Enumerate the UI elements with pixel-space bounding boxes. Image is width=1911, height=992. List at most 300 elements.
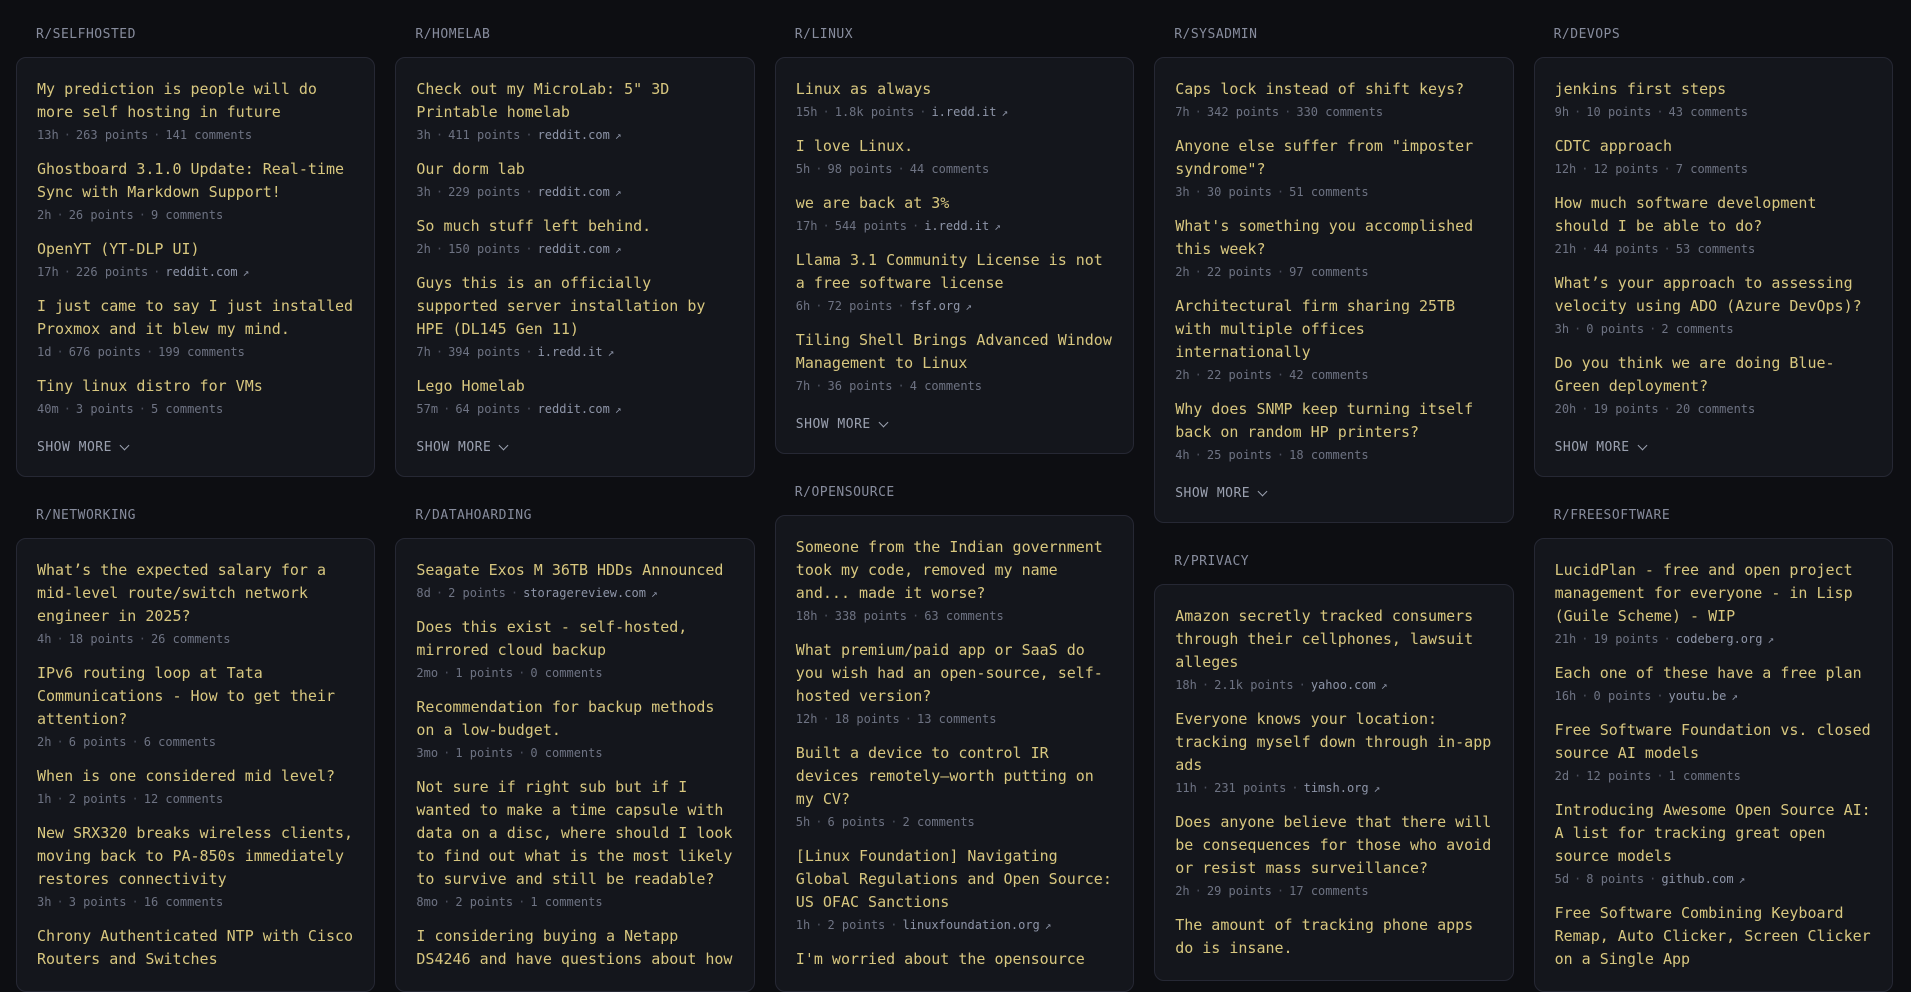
- post-comments: 63 comments: [924, 609, 1004, 623]
- post-domain-link[interactable]: github.com: [1661, 872, 1734, 886]
- subreddit-header: R/DATAHOARDING: [415, 508, 532, 523]
- post-comments: 9 comments: [150, 208, 224, 222]
- subreddit-section: [395, 26, 754, 477]
- post-points: 18 points: [68, 632, 134, 646]
- meta-separator: ·: [435, 586, 444, 600]
- post-domain-link[interactable]: i.redd.it: [537, 345, 603, 359]
- external-link-icon: ↗: [1001, 106, 1009, 119]
- post-time: 17h: [795, 219, 818, 233]
- external-link-icon: ↗: [1767, 633, 1775, 646]
- meta-separator: ·: [897, 162, 905, 176]
- post-comments: 7 comments: [1675, 162, 1749, 176]
- meta-separator: ·: [525, 128, 533, 142]
- post-title-link[interactable]: What’s your approach to assessing velocity using ADO (Azure DevOps)?: [1554, 274, 1862, 315]
- meta-separator: ·: [1581, 632, 1589, 646]
- post-time: 2h: [37, 735, 52, 749]
- post-domain-link[interactable]: i.redd.it: [931, 105, 997, 119]
- show-more-button[interactable]: [416, 439, 507, 456]
- post-title-link[interactable]: Does this exist - self-hosted, mirrored cloud backup: [416, 618, 688, 659]
- meta-separator: ·: [1656, 689, 1664, 703]
- meta-separator: ·: [1581, 402, 1589, 416]
- post-title-link[interactable]: The amount of tracking phone apps do is insane.: [1175, 916, 1474, 957]
- meta-separator: ·: [525, 345, 533, 359]
- post-title-link[interactable]: What's something you accomplished this week?: [1175, 217, 1474, 258]
- post-title-link[interactable]: My prediction is people will do more self hosting in future: [37, 80, 317, 121]
- post-title-link[interactable]: What premium/paid app or SaaS do you wish had an open-source, self-hosted version?: [795, 641, 1103, 705]
- post-points: 6 points: [827, 815, 886, 829]
- post-points: 10 points: [1586, 105, 1652, 119]
- post-title-link[interactable]: I considering buying a Netapp DS4246 and have questions about how: [416, 927, 733, 968]
- post-comments: 44 comments: [909, 162, 990, 176]
- post-time: 4h: [1175, 448, 1190, 462]
- post-time: 6h: [795, 299, 811, 313]
- post-points: 676 points: [68, 345, 141, 359]
- post-title-link[interactable]: Our dorm lab: [416, 160, 525, 178]
- meta-separator: ·: [153, 265, 161, 279]
- post-comments: 0 comments: [530, 666, 603, 680]
- post-title-link[interactable]: Everyone knows your location: tracking myself down through in-app ads: [1175, 710, 1492, 774]
- post-points: 2 points: [455, 895, 514, 909]
- post-meta: [37, 790, 354, 809]
- post-meta: [416, 400, 733, 419]
- post-item: [1555, 719, 1872, 786]
- show-more-label: SHOW MORE: [1175, 486, 1251, 501]
- post-title-link[interactable]: Free Software Combining Keyboard Remap, Auto Clicker, Screen Clicker on a Single App: [1554, 904, 1871, 968]
- meta-separator: ·: [911, 609, 920, 623]
- feed-column: [1534, 26, 1893, 992]
- post-comments: 5 comments: [150, 402, 224, 416]
- post-domain-link[interactable]: yahoo.com: [1310, 678, 1376, 692]
- post-title-link[interactable]: CDTC approach: [1554, 137, 1672, 155]
- post-points: 19 points: [1593, 402, 1659, 416]
- post-comments: 26 comments: [150, 632, 231, 646]
- post-item: [796, 742, 1113, 832]
- post-time: 5d: [1554, 872, 1570, 886]
- post-domain-link[interactable]: codeberg.org: [1675, 632, 1763, 646]
- post-domain-link[interactable]: storagereview.com: [523, 586, 646, 600]
- meta-separator: ·: [1663, 162, 1671, 176]
- post-item: [416, 215, 733, 259]
- post-points: 2 points: [448, 586, 506, 600]
- post-comments: 51 comments: [1289, 185, 1369, 199]
- post-title-link[interactable]: Anyone else suffer from "imposter syndrome"?: [1175, 137, 1474, 178]
- meta-separator: ·: [153, 128, 161, 142]
- post-item: [1555, 352, 1872, 419]
- post-title-link[interactable]: Built a device to control IR devices remotely—worth putting on my CV?: [795, 744, 1094, 808]
- post-meta: [1555, 630, 1872, 649]
- show-more-label: SHOW MORE: [795, 417, 871, 432]
- post-meta: [1555, 103, 1872, 122]
- post-title-link[interactable]: Why does SNMP keep turning itself back on random HP printers?: [1175, 400, 1474, 441]
- post-points: 263 points: [75, 128, 149, 142]
- post-title-link[interactable]: How much software development should I be able to do?: [1554, 194, 1817, 235]
- external-link-icon: ↗: [1380, 679, 1388, 692]
- post-time: 2d: [1554, 769, 1570, 783]
- meta-separator: ·: [815, 815, 823, 829]
- post-time: 18h: [1175, 678, 1197, 692]
- post-title-link[interactable]: I just came to say I just installed Proxmox and it blew my mind.: [37, 297, 354, 338]
- meta-separator: ·: [1649, 322, 1657, 336]
- post-time: 20h: [1554, 402, 1577, 416]
- post-title-link[interactable]: Free Software Foundation vs. closed source AI models: [1554, 721, 1871, 762]
- post-meta: [1555, 160, 1872, 179]
- post-meta: [796, 297, 1113, 316]
- meta-separator: ·: [510, 586, 519, 600]
- post-domain-link[interactable]: i.redd.it: [924, 219, 990, 233]
- post-item: [1555, 662, 1872, 706]
- meta-separator: ·: [525, 402, 533, 416]
- post-points: 72 points: [827, 299, 893, 313]
- post-meta: [796, 607, 1113, 626]
- post-title-link[interactable]: Tiny linux distro for VMs: [37, 377, 263, 395]
- subreddit-section: [1154, 26, 1513, 523]
- post-meta: [1555, 767, 1872, 786]
- meta-separator: ·: [63, 128, 71, 142]
- post-title-link[interactable]: Does anyone believe that there will be consequences for those who avoid or resist mass surveillance?: [1175, 813, 1492, 877]
- post-meta: [796, 103, 1113, 122]
- post-meta: [37, 400, 354, 419]
- post-item: [1555, 559, 1872, 649]
- post-title-link[interactable]: we are back at 3%: [795, 194, 950, 212]
- post-time: 5h: [795, 815, 811, 829]
- post-item: [796, 249, 1113, 316]
- post-points: 3 points: [75, 402, 134, 416]
- post-domain-link[interactable]: reddit.com: [537, 402, 610, 416]
- post-time: 40m: [37, 402, 59, 416]
- post-time: 16h: [1554, 689, 1577, 703]
- post-comments: 141 comments: [165, 128, 253, 142]
- post-domain-link[interactable]: reddit.com: [537, 128, 610, 142]
- subreddit-section: [1154, 553, 1513, 981]
- post-comments: 330 comments: [1296, 105, 1384, 119]
- post-time: 21h: [1554, 242, 1577, 256]
- post-title-link[interactable]: LucidPlan - free and open project management for everyone - in Lisp (Guile Scheme) - WIP: [1554, 561, 1853, 625]
- meta-separator: ·: [131, 895, 139, 909]
- meta-separator: ·: [822, 105, 830, 119]
- post-domain-link[interactable]: reddit.com: [537, 242, 610, 256]
- post-item: [416, 158, 733, 202]
- post-title-link[interactable]: Chrony Authenticated NTP with Cisco Routers and Switches: [37, 927, 354, 968]
- post-points: 0 points: [1586, 322, 1645, 336]
- meta-separator: ·: [1574, 105, 1582, 119]
- post-item: [796, 536, 1113, 626]
- post-meta: [1175, 183, 1492, 202]
- post-time: 3h: [1554, 322, 1570, 336]
- post-time: 7h: [1175, 105, 1190, 119]
- post-meta: [1175, 446, 1492, 465]
- post-item: [1175, 78, 1492, 122]
- post-title-link[interactable]: Lego Homelab: [416, 377, 525, 395]
- post-time: 57m: [416, 402, 439, 416]
- meta-separator: ·: [56, 208, 64, 222]
- post-points: 36 points: [827, 379, 893, 393]
- post-item: [37, 238, 354, 282]
- meta-separator: ·: [1574, 769, 1582, 783]
- post-item: [37, 559, 354, 649]
- post-points: 22 points: [1206, 368, 1272, 382]
- post-item: [796, 948, 1113, 971]
- meta-separator: ·: [1276, 448, 1285, 462]
- post-time: 12h: [795, 712, 818, 726]
- feed-column: [775, 26, 1134, 992]
- post-title-link[interactable]: Do you think we are doing Blue-Green deployment?: [1554, 354, 1835, 395]
- post-time: 4h: [37, 632, 52, 646]
- post-item: [1555, 78, 1872, 122]
- post-points: 12 points: [1586, 769, 1652, 783]
- post-meta: [416, 343, 733, 362]
- post-time: 8mo: [416, 895, 439, 909]
- post-time: 2h: [1175, 368, 1190, 382]
- post-domain-link[interactable]: fsf.org: [909, 299, 961, 313]
- meta-separator: ·: [1581, 162, 1589, 176]
- post-points: 150 points: [448, 242, 521, 256]
- post-meta: [1555, 870, 1872, 889]
- post-title-link[interactable]: Tiling Shell Brings Advanced Window Management to Linux: [795, 331, 1112, 372]
- post-meta: [1175, 263, 1492, 282]
- post-points: 12 points: [1593, 162, 1659, 176]
- post-domain-link[interactable]: timsh.org: [1303, 781, 1369, 795]
- post-meta: [796, 377, 1113, 396]
- meta-separator: ·: [815, 379, 823, 393]
- meta-separator: ·: [1194, 185, 1202, 199]
- meta-separator: ·: [1276, 368, 1285, 382]
- meta-separator: ·: [1276, 185, 1285, 199]
- meta-separator: ·: [822, 219, 830, 233]
- post-meta: [416, 584, 733, 603]
- meta-separator: ·: [822, 609, 830, 623]
- post-title-link[interactable]: Llama 3.1 Community License is not a free software license: [795, 251, 1103, 292]
- post-title-link[interactable]: Introducing Awesome Open Source AI: A list for tracking great open source models: [1554, 801, 1871, 865]
- meta-separator: ·: [63, 265, 71, 279]
- show-more-button[interactable]: [1555, 439, 1646, 456]
- post-time: 7h: [416, 345, 431, 359]
- meta-separator: ·: [1663, 242, 1671, 256]
- post-item: [416, 78, 733, 145]
- post-domain-link[interactable]: reddit.com: [537, 185, 610, 199]
- meta-separator: ·: [1291, 781, 1299, 795]
- post-meta: [37, 206, 354, 225]
- post-points: 394 points: [448, 345, 521, 359]
- subreddit-header: R/DEVOPS: [1553, 27, 1621, 42]
- post-meta: [37, 343, 354, 362]
- post-comments: 20 comments: [1675, 402, 1756, 416]
- post-title-link[interactable]: I'm worried about the opensource: [795, 950, 1085, 968]
- post-item: [1175, 708, 1492, 798]
- post-points: 22 points: [1206, 265, 1272, 279]
- post-comments: 0 comments: [530, 746, 603, 760]
- external-link-icon: ↗: [994, 220, 1001, 233]
- post-title-link[interactable]: Seagate Exos M 36TB HDDs Announced: [416, 561, 724, 579]
- post-title-link[interactable]: OpenYT (YT-DLP UI): [37, 240, 200, 258]
- post-card: [1154, 57, 1513, 523]
- post-card: [1534, 538, 1893, 992]
- post-points: 0 points: [1593, 689, 1652, 703]
- post-title-link[interactable]: Caps lock instead of shift keys?: [1175, 80, 1465, 98]
- post-item: [37, 925, 354, 971]
- post-comments: 199 comments: [158, 345, 245, 359]
- post-item: [1175, 811, 1492, 901]
- post-comments: 53 comments: [1675, 242, 1756, 256]
- meta-separator: ·: [1201, 678, 1210, 692]
- post-time: 1d: [37, 345, 52, 359]
- post-title-link[interactable]: Each one of these have a free plan: [1554, 664, 1862, 682]
- post-comments: 13 comments: [916, 712, 997, 726]
- post-card: [1534, 57, 1893, 477]
- post-comments: 18 comments: [1289, 448, 1369, 462]
- subreddit-section: [1534, 26, 1893, 477]
- post-comments: 97 comments: [1289, 265, 1369, 279]
- meta-separator: ·: [131, 792, 139, 806]
- meta-separator: ·: [443, 895, 451, 909]
- subreddit-header: R/HOMELAB: [415, 27, 491, 42]
- post-item: [1175, 295, 1492, 385]
- post-item: [416, 616, 733, 683]
- post-meta: [416, 744, 733, 763]
- post-meta: [796, 160, 1113, 179]
- meta-separator: ·: [897, 299, 905, 313]
- show-more-button[interactable]: [37, 439, 128, 456]
- post-title-link[interactable]: I love Linux.: [795, 137, 914, 155]
- chevron-down-icon: [1637, 441, 1647, 451]
- external-link-icon: ↗: [1738, 873, 1746, 886]
- post-meta: [416, 664, 733, 683]
- meta-separator: ·: [1194, 105, 1202, 119]
- post-comments: 2 comments: [902, 815, 975, 829]
- post-title-link[interactable]: Recommendation for backup methods on a low-budget.: [416, 698, 715, 739]
- meta-separator: ·: [443, 746, 451, 760]
- post-title-link[interactable]: Amazon secretly tracked consumers through their cellphones, lawsuit alleges: [1175, 607, 1474, 671]
- post-title-link[interactable]: Not sure if right sub but if I wanted to make a time capsule with data on a disc, where should I look to find out what is the most likely to survive and still be readable?: [416, 778, 733, 888]
- post-item: [1175, 215, 1492, 282]
- external-link-icon: ↗: [1373, 782, 1381, 795]
- meta-separator: ·: [525, 185, 533, 199]
- subreddit-header: R/FREESOFTWARE: [1553, 508, 1671, 523]
- post-meta: [416, 183, 733, 202]
- meta-separator: ·: [1581, 689, 1589, 703]
- feed-column: [395, 26, 754, 992]
- post-comments: 1 comments: [530, 895, 603, 909]
- feed-column: [16, 26, 375, 992]
- show-more-button[interactable]: [1175, 485, 1266, 502]
- external-link-icon: ↗: [614, 243, 622, 256]
- post-points: 64 points: [455, 402, 521, 416]
- post-points: 226 points: [75, 265, 149, 279]
- post-title-link[interactable]: What’s the expected salary for a mid-level route/switch network engineer in 2025?: [37, 561, 326, 625]
- post-meta: [416, 893, 733, 912]
- post-meta: [416, 126, 733, 145]
- post-title-link[interactable]: Architectural firm sharing 25TB with multiple offices internationally: [1175, 297, 1456, 361]
- meta-separator: ·: [518, 666, 526, 680]
- meta-separator: ·: [1194, 448, 1202, 462]
- meta-separator: ·: [919, 105, 927, 119]
- meta-separator: ·: [56, 735, 64, 749]
- post-comments: 43 comments: [1668, 105, 1749, 119]
- meta-separator: ·: [822, 712, 830, 726]
- subreddit-section: [1534, 507, 1893, 992]
- chevron-down-icon: [499, 441, 509, 451]
- post-item: [1555, 902, 1872, 971]
- subreddit-section: [16, 26, 375, 477]
- post-item: [416, 272, 733, 362]
- post-card: [395, 57, 754, 477]
- post-meta: [1175, 676, 1492, 695]
- post-points: 229 points: [448, 185, 521, 199]
- post-item: [37, 295, 354, 362]
- meta-separator: ·: [1276, 265, 1285, 279]
- post-item: [1175, 135, 1492, 202]
- post-card: [395, 538, 754, 992]
- chevron-down-icon: [878, 418, 888, 428]
- post-points: 1 points: [455, 666, 514, 680]
- post-time: 2mo: [416, 666, 439, 680]
- post-title-link[interactable]: New SRX320 breaks wireless clients, moving back to PA-850s immediately restores connectivity: [37, 824, 354, 888]
- show-more-button[interactable]: [796, 416, 887, 433]
- post-item: [796, 135, 1113, 179]
- post-title-link[interactable]: Someone from the Indian government took my code, removed my name and... made it worse?: [795, 538, 1103, 602]
- post-points: 44 points: [1593, 242, 1659, 256]
- post-card: [775, 57, 1134, 454]
- meta-separator: ·: [1194, 368, 1202, 382]
- post-meta: [1175, 366, 1492, 385]
- post-points: 2 points: [827, 918, 886, 932]
- post-title-link[interactable]: Check out my MicroLab: 5" 3D Printable homelab: [416, 80, 670, 121]
- post-points: 544 points: [834, 219, 907, 233]
- meta-separator: ·: [1284, 105, 1292, 119]
- meta-separator: ·: [815, 918, 823, 932]
- meta-separator: ·: [890, 815, 898, 829]
- post-item: [1175, 605, 1492, 695]
- post-time: 13h: [37, 128, 59, 142]
- post-item: [1555, 272, 1872, 339]
- post-meta: [796, 813, 1113, 832]
- post-item: [416, 696, 733, 763]
- subreddit-section: [395, 507, 754, 992]
- meta-separator: ·: [56, 632, 64, 646]
- post-title-link[interactable]: When is one considered mid level?: [37, 767, 336, 785]
- post-item: [796, 845, 1113, 935]
- show-more-label: SHOW MORE: [416, 440, 492, 455]
- post-title-link[interactable]: [Linux Foundation] Navigating Global Regulations and Open Source: US OFAC Sanctions: [795, 847, 1112, 911]
- post-domain-link[interactable]: youtu.be: [1668, 689, 1727, 703]
- meta-separator: ·: [131, 735, 139, 749]
- meta-separator: ·: [1581, 242, 1589, 256]
- post-comments: 17 comments: [1289, 884, 1369, 898]
- post-points: 2.1k points: [1214, 678, 1294, 692]
- post-time: 12h: [1554, 162, 1577, 176]
- post-domain-link[interactable]: reddit.com: [165, 265, 238, 279]
- post-card: [16, 57, 375, 477]
- post-item: [37, 765, 354, 809]
- post-time: 5h: [795, 162, 811, 176]
- post-item: [1555, 799, 1872, 889]
- post-comments: 1 comments: [1668, 769, 1741, 783]
- post-title-link[interactable]: So much stuff left behind.: [416, 217, 652, 235]
- post-title-link[interactable]: Ghostboard 3.1.0 Update: Real-time Sync with Markdown Support!: [37, 160, 345, 201]
- post-item: [37, 78, 354, 145]
- post-title-link[interactable]: Guys this is an officially supported server installation by HPE (DL145 Gen 11): [416, 274, 706, 338]
- post-card: [775, 515, 1134, 992]
- meta-separator: ·: [1663, 402, 1671, 416]
- meta-separator: ·: [1656, 105, 1664, 119]
- post-title-link[interactable]: Linux as always: [795, 80, 932, 98]
- meta-separator: ·: [435, 185, 444, 199]
- post-title-link[interactable]: IPv6 routing loop at Tata Communications - How to get their attention?: [37, 664, 336, 728]
- post-meta: [796, 916, 1113, 935]
- post-title-link[interactable]: jenkins first steps: [1554, 80, 1727, 98]
- post-points: 231 points: [1214, 781, 1287, 795]
- post-domain-link[interactable]: linuxfoundation.org: [902, 918, 1040, 932]
- show-more-label: SHOW MORE: [1554, 440, 1630, 455]
